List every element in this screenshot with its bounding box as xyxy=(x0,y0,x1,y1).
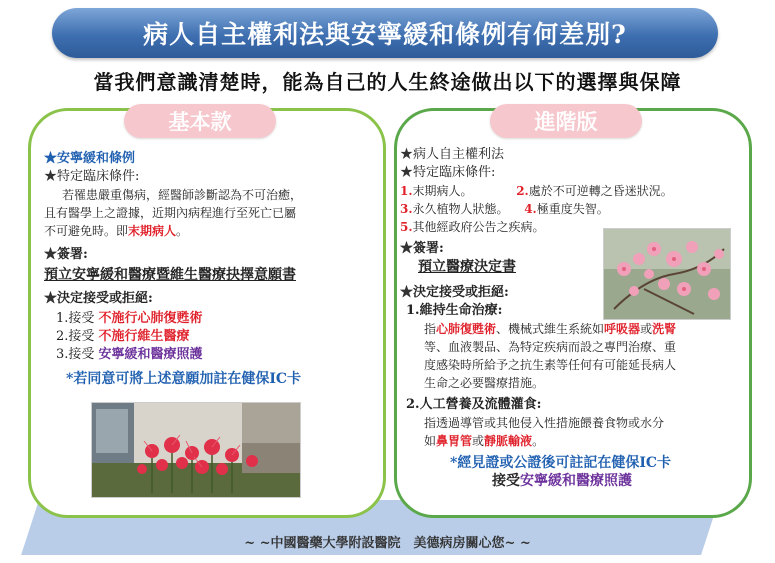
advanced-item-2-heading: 2.人工營養及流體灌食: xyxy=(406,397,542,412)
basic-item-3-num: 3.接受 xyxy=(56,347,95,362)
advanced-tag: 進階版 xyxy=(490,104,642,138)
advanced-sign-heading: 簽署: xyxy=(413,241,444,256)
star-icon: ★ xyxy=(44,151,58,166)
advanced-law: 病人自主權利法 xyxy=(413,147,505,162)
item-2-iv-fluid: 靜脈輸液 xyxy=(484,434,533,448)
basic-tag: 基本款 xyxy=(124,104,276,138)
basic-clinical-line-2: 且有醫學上之證據，近期內病程進行至死亡已屬 xyxy=(44,206,297,220)
basic-content xyxy=(44,150,374,388)
basic-item-2-num: 2.接受 xyxy=(56,329,95,344)
advanced-item-1-line-4: 生命之必要醫療措施。 xyxy=(424,376,545,390)
spider-lily-image xyxy=(92,403,300,497)
advanced-condition-row-2 xyxy=(400,200,745,218)
spider-lily-photo xyxy=(91,402,301,498)
star-icon: ★ xyxy=(400,147,414,162)
basic-decide-heading-row xyxy=(44,290,374,308)
advanced-condition-row-1 xyxy=(400,182,745,200)
basic-clinical-heading: 特定臨床條件: xyxy=(57,169,140,184)
star-icon: ★ xyxy=(400,285,414,300)
item-1-ventilator: 呼吸器 xyxy=(604,322,641,336)
condition-5-text: 其他經政府公告之疾病。 xyxy=(412,220,545,234)
item-2-e: 。 xyxy=(532,434,545,448)
condition-3-text: 永久植物人狀態。 xyxy=(412,202,509,216)
advanced-item-1-line-2: 等、血液製品、為特定疾病而設之專門治療、重 xyxy=(424,340,677,354)
basic-item-3-text: 安寧緩和醫療照護 xyxy=(98,347,203,362)
basic-item-2-text: 不施行維生醫療 xyxy=(98,329,190,344)
advanced-sign-doc: 預立醫療決定書 xyxy=(418,259,516,275)
condition-1-num: 1. xyxy=(400,184,413,198)
item-1-c: 、機械式維生系統如 xyxy=(496,322,605,336)
item-2-c: 或 xyxy=(472,434,485,448)
page-subtitle: 當我們意識清楚時，能為自己的人生終途做出以下的選擇與保障 xyxy=(93,70,682,94)
advanced-item-1-line-1 xyxy=(400,320,745,338)
item-1-a: 指 xyxy=(424,322,437,336)
basic-note: *若同意可將上述意願加註在健保IC卡 xyxy=(66,371,302,387)
star-icon: ★ xyxy=(44,291,58,306)
advanced-item-1-line-3: 度感染時所給予之抗生素等任何有可能延長病人 xyxy=(424,358,677,372)
basic-clinical-line-3c: 。 xyxy=(176,224,189,238)
basic-item-3 xyxy=(44,346,374,364)
star-icon: ★ xyxy=(400,165,414,180)
advanced-item-2-line-1: 指透過導管或其他侵入性措施餵養食物或水分 xyxy=(424,416,665,430)
condition-3-num: 3. xyxy=(400,202,413,216)
basic-item-1-text: 不施行心肺復甦術 xyxy=(98,311,203,326)
item-1-e: 或 xyxy=(640,322,653,336)
basic-sign-heading: 簽署: xyxy=(57,247,88,262)
blossom-image xyxy=(604,229,730,319)
basic-clinical-line-1: 若罹患嚴重傷病，經醫師診斷認為不可治癒， xyxy=(62,188,303,202)
advanced-clinical-heading: 特定臨床條件: xyxy=(413,165,496,180)
basic-item-2 xyxy=(44,328,374,346)
item-1-cpr: 心肺復甦術 xyxy=(436,322,497,336)
condition-4-num: 4. xyxy=(524,202,537,216)
star-icon: ★ xyxy=(44,247,58,262)
condition-1-text: 末期病人。 xyxy=(412,184,473,198)
advanced-decide-heading: 決定接受或拒絕: xyxy=(413,285,509,300)
star-icon: ★ xyxy=(44,169,58,184)
item-1-dialysis: 洗腎 xyxy=(652,322,677,336)
advanced-note-1: *經見證或公證後可註記在健保IC卡 xyxy=(450,455,672,471)
page-title: 病人自主權利法與安寧緩和條例有何差別? xyxy=(52,8,718,58)
basic-clinical-heading-row xyxy=(44,168,374,186)
advanced-item-1-heading: 1.維持生命治療: xyxy=(406,303,503,318)
condition-2-num: 2. xyxy=(516,184,529,198)
basic-sign-doc: 預立安寧緩和醫療暨維生醫療抉擇意願書 xyxy=(44,267,296,283)
basic-decide-heading: 決定接受或拒絕: xyxy=(57,291,153,306)
condition-2-text: 處於不可逆轉之昏迷狀況。 xyxy=(528,184,673,198)
item-2-a: 如 xyxy=(424,434,437,448)
advanced-item-2-line-2 xyxy=(400,432,745,450)
basic-clinical-line-3 xyxy=(44,222,374,240)
basic-clinical-line-3a: 不可避免時。即 xyxy=(44,224,129,238)
item-2-ng-tube: 鼻胃管 xyxy=(436,434,473,448)
basic-item-1-num: 1.接受 xyxy=(56,311,95,326)
basic-sign-heading-row xyxy=(44,246,374,264)
basic-law: 安寧緩和條例 xyxy=(57,151,136,166)
blossom-photo xyxy=(603,228,731,320)
condition-5-num: 5. xyxy=(400,220,413,234)
basic-item-1 xyxy=(44,310,374,328)
advanced-law-row xyxy=(400,146,745,164)
advanced-note-2 xyxy=(400,472,745,490)
terminal-patient-highlight: 末期病人 xyxy=(128,224,177,238)
star-icon: ★ xyxy=(400,241,414,256)
footer: ~ ~中國醫藥大學附設醫院 美德病房關心您~ ~ xyxy=(244,536,531,551)
advanced-clinical-heading-row xyxy=(400,164,745,182)
basic-law-row xyxy=(44,150,374,168)
advanced-note-2a: 接受 xyxy=(492,473,520,489)
advanced-note-2b: 安寧緩和醫療照護 xyxy=(520,473,632,489)
condition-4-text: 極重度失智。 xyxy=(536,202,609,216)
